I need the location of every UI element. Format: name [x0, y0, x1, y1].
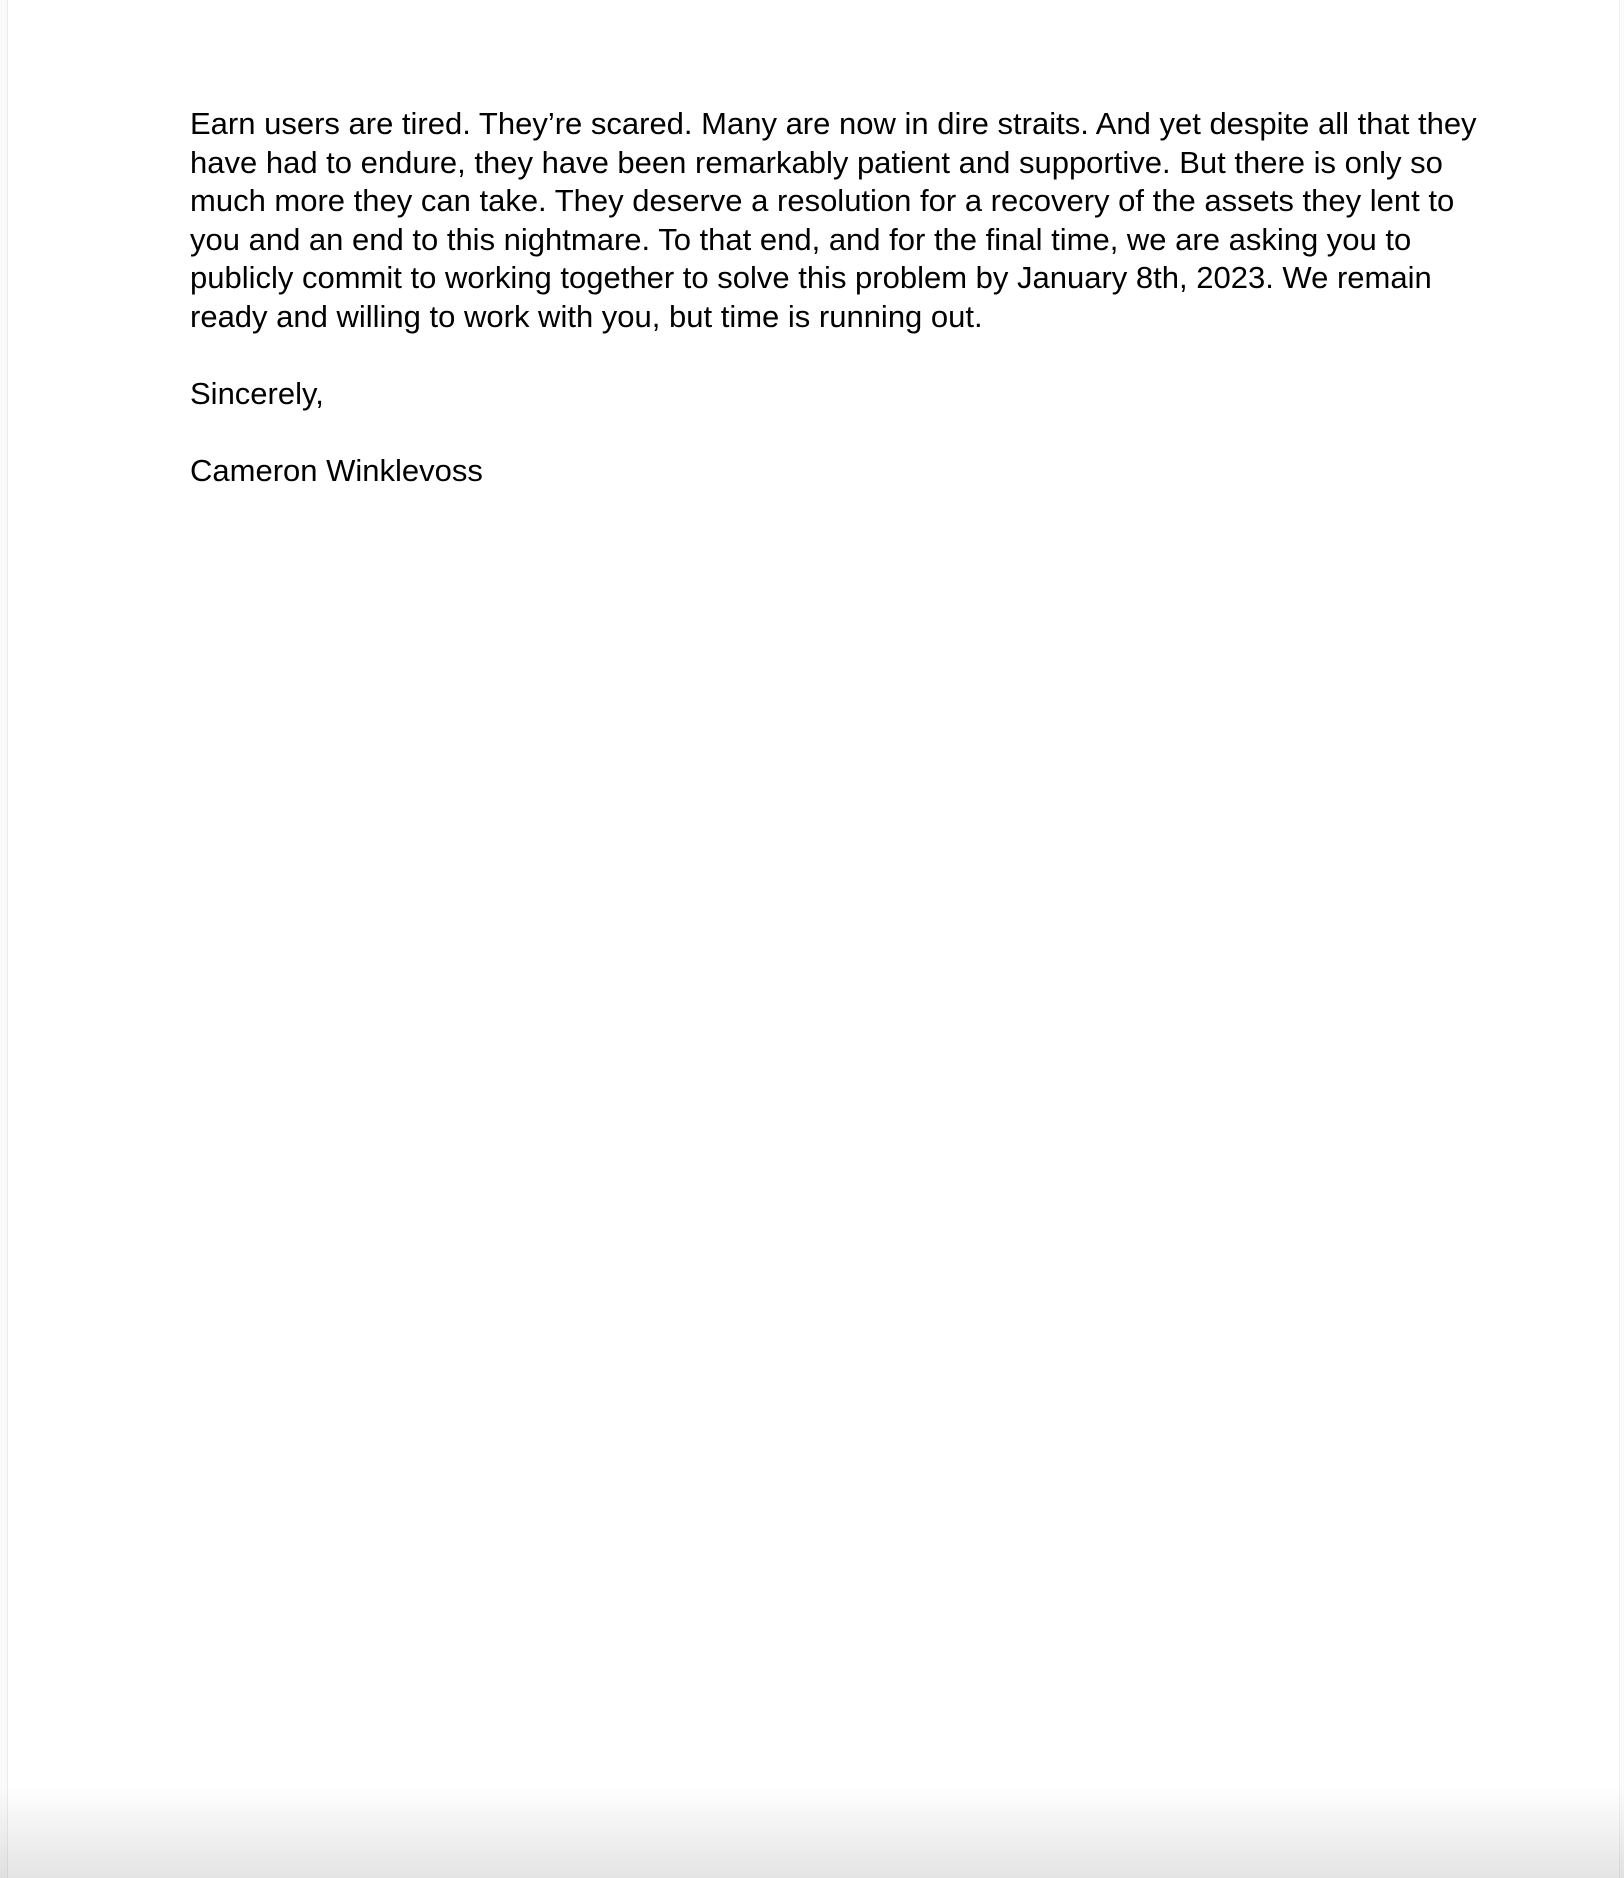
page-bottom-shadow — [0, 1786, 1624, 1878]
letter-body-line: have had to endure, they have been remarkably patient and supportive. But there is only so — [190, 144, 1443, 180]
page-right-edge — [1619, 0, 1624, 1878]
letter-signature: Cameron Winklevoss — [190, 452, 483, 488]
letter-text — [190, 105, 1477, 490]
letter-body-line: ready and willing to work with you, but time is running out. — [190, 298, 983, 334]
letter-body-line: much more they can take. They deserve a resolution for a recovery of the assets they lent to — [190, 183, 1455, 218]
paragraph-spacer — [190, 336, 1440, 375]
page-left-edge — [0, 0, 8, 1878]
paragraph-spacer — [190, 413, 1440, 452]
letter-body-line: you and an end to this nightmare. To that end, and for the final time, we are asking you to — [190, 221, 1412, 257]
letter-closing: Sincerely, — [190, 375, 324, 411]
letter-body-line: Earn users are tired. They’re scared. Many are now in dire straits. And yet despite all that they — [190, 106, 1477, 141]
letter-body-line: publicly commit to working together to solve this problem by January 8th, 2023. We remain — [190, 260, 1432, 295]
